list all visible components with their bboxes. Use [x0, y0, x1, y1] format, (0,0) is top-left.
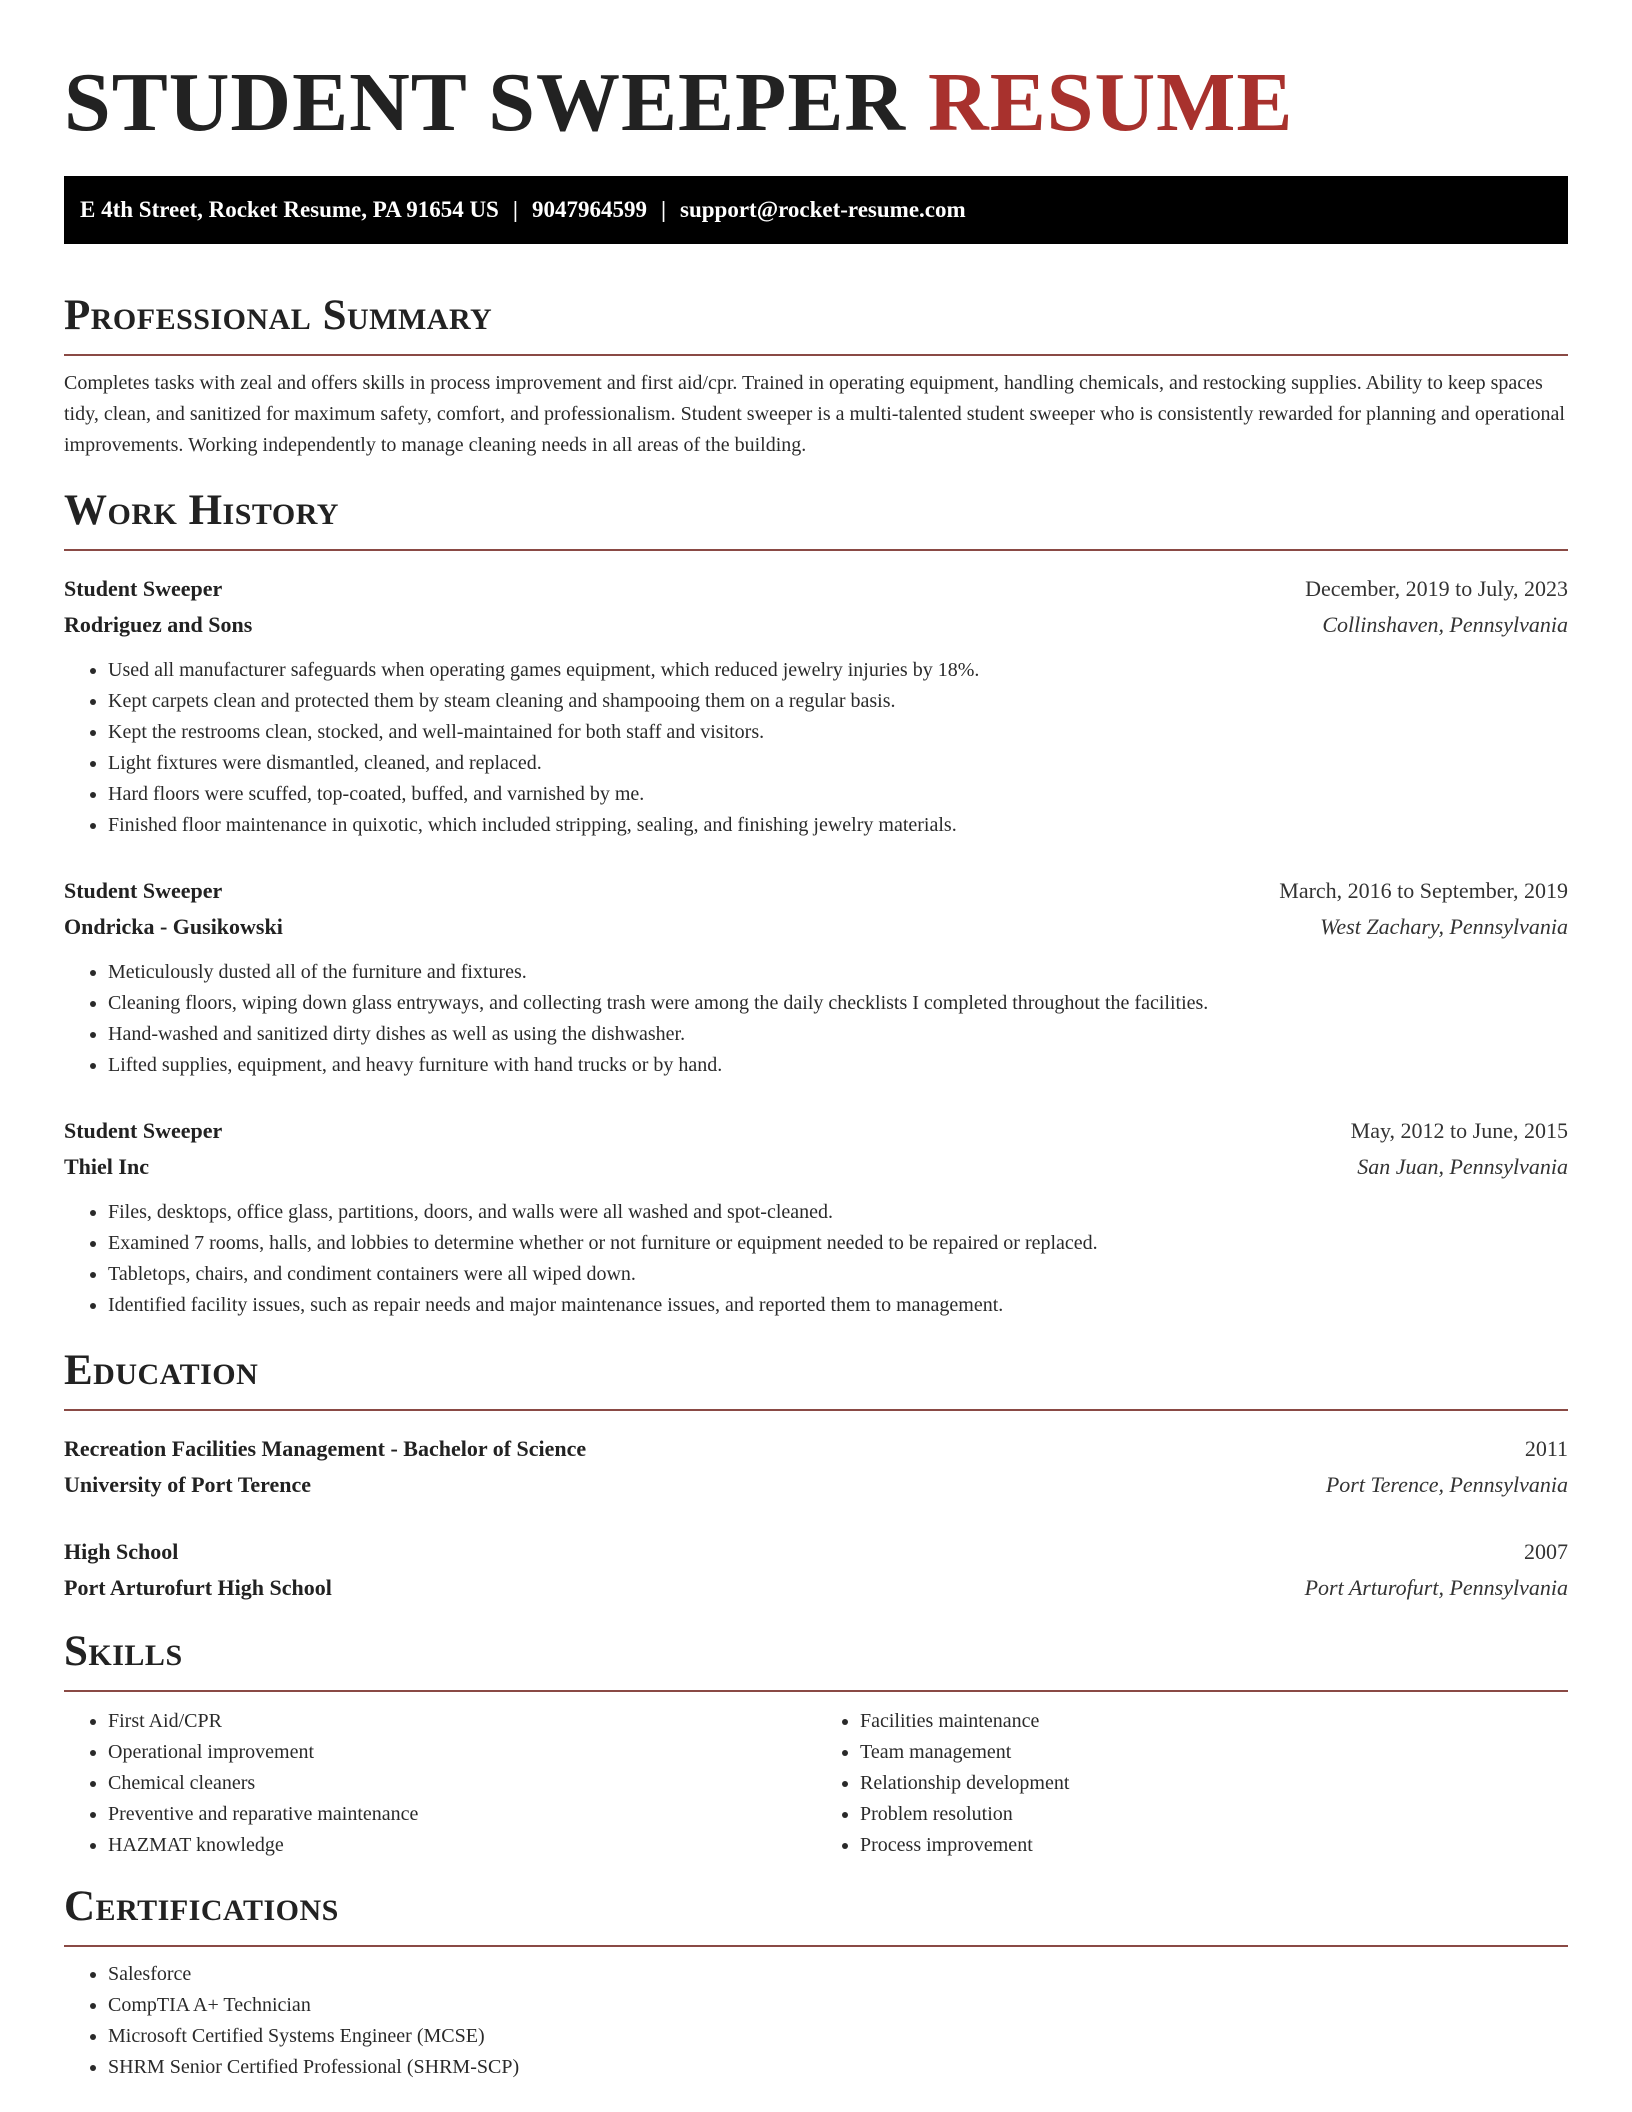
job-entry [64, 1113, 1568, 1321]
skill-item: • Team management [860, 1737, 1568, 1768]
summary-text: Completes tasks with zeal and offers skills in process improvement and first aid/cpr. Trained in operating equipment, handling chemicals, and restocking supplies. Ability to keep spaces tidy, clean, and sanitized for maximum safety, comfort, and professionalism. Student sweeper is a multi-talented student sweeper who is consistently rewarded for planning and operational improvements. Working independently to manage cleaning needs in all areas of the building. [64, 372, 1565, 456]
job-title: Student Sweeper [64, 576, 223, 601]
summary-section [64, 288, 1568, 461]
work-history-heading: Work History [64, 483, 1568, 551]
job-dates: December, 2019 to July, 2023 [1305, 576, 1568, 601]
contact-phone[interactable]: 9047964599 [531, 197, 647, 222]
job-company: Thiel Inc [64, 1154, 149, 1179]
education-degree-row [64, 1534, 1568, 1570]
education-location: Port Terence, Pennsylvania [1325, 1472, 1568, 1497]
job-header-row [64, 571, 1568, 607]
education-degree-row [64, 1431, 1568, 1467]
job-bullet: • Lifted supplies, equipment, and heavy furniture with hand trucks or by hand. [108, 1050, 1568, 1081]
education-entry [64, 1534, 1568, 1606]
job-bullet: • Finished floor maintenance in quixotic, which included stripping, sealing, and finishing jewelry materials. [108, 810, 1568, 841]
job-title: Student Sweeper [64, 1118, 223, 1143]
education-year: 2007 [1524, 1539, 1568, 1564]
job-title: Student Sweeper [64, 878, 223, 903]
education-degree: High School [64, 1539, 179, 1564]
job-bullets [64, 1197, 1568, 1321]
contact-separator: | [512, 197, 518, 222]
education-school-row [64, 1467, 1568, 1503]
work-history-section [64, 483, 1568, 1321]
job-location: San Juan, Pennsylvania [1357, 1154, 1568, 1179]
title-main: STUDENT SWEEPER [64, 56, 907, 149]
job-bullet: • Used all manufacturer safeguards when operating games equipment, which reduced jewelry injuries by 18%. [108, 655, 1568, 686]
job-dates: May, 2012 to June, 2015 [1350, 1118, 1568, 1143]
certification-item: • Microsoft Certified Systems Engineer (MCSE) [108, 2021, 1568, 2052]
skill-item: • HAZMAT knowledge [108, 1830, 816, 1861]
job-location: Collinshaven, Pennsylvania [1322, 612, 1568, 637]
education-school: University of Port Terence [64, 1472, 312, 1497]
skill-item: • Preventive and reparative maintenance [108, 1799, 816, 1830]
education-location: Port Arturofurt, Pennsylvania [1304, 1575, 1568, 1600]
job-header-row [64, 1113, 1568, 1149]
skill-item: • Relationship development [860, 1768, 1568, 1799]
education-heading: Education [64, 1343, 1568, 1411]
contact-bar [64, 176, 1568, 244]
skills-list-right [816, 1706, 1568, 1861]
education-entry [64, 1431, 1568, 1503]
education-section [64, 1343, 1568, 1606]
contact-address: E 4th Street, Rocket Resume, PA 91654 US [80, 197, 499, 222]
job-bullets [64, 957, 1568, 1081]
job-company-row [64, 909, 1568, 945]
education-school-row [64, 1570, 1568, 1606]
job-bullet: • Cleaning floors, wiping down glass entryways, and collecting trash were among the daily checklists I completed throughout the facilities. [108, 988, 1568, 1019]
job-bullets [64, 655, 1568, 841]
skills-list-left [64, 1706, 816, 1861]
contact-email[interactable]: support@rocket-resume.com [680, 197, 966, 222]
skills-heading: Skills [64, 1624, 1568, 1692]
certification-item: • Salesforce [108, 1959, 1568, 1990]
job-company: Ondricka - Gusikowski [64, 914, 283, 939]
skill-item: • Process improvement [860, 1830, 1568, 1861]
resume-title [64, 0, 1568, 150]
job-bullet: • Hard floors were scuffed, top-coated, buffed, and varnished by me. [108, 779, 1568, 810]
job-company-row [64, 1149, 1568, 1185]
skill-item: • Facilities maintenance [860, 1706, 1568, 1737]
job-bullet: • Kept the restrooms clean, stocked, and well-maintained for both staff and visitors. [108, 717, 1568, 748]
job-entry [64, 571, 1568, 841]
skill-item: • Chemical cleaners [108, 1768, 816, 1799]
certifications-section [64, 1879, 1568, 2083]
job-bullet: • Files, desktops, office glass, partitions, doors, and walls were all washed and spot-cleaned. [108, 1197, 1568, 1228]
title-accent: RESUME [928, 56, 1294, 149]
skills-grid [64, 1692, 1568, 1861]
job-bullet: • Hand-washed and sanitized dirty dishes as well as using the dishwasher. [108, 1019, 1568, 1050]
skill-item: • First Aid/CPR [108, 1706, 816, 1737]
job-bullet: • Light fixtures were dismantled, cleaned, and replaced. [108, 748, 1568, 779]
education-year: 2011 [1524, 1436, 1568, 1461]
contact-separator: | [660, 197, 667, 222]
job-company: Rodriguez and Sons [64, 612, 253, 637]
certifications-heading: Certifications [64, 1879, 1568, 1947]
certification-item: • SHRM Senior Certified Professional (SHRM-SCP) [108, 2052, 1568, 2083]
job-bullet: • Examined 7 rooms, halls, and lobbies to determine whether or not furniture or equipment needed to be repaired or replaced. [108, 1228, 1568, 1259]
skill-item: • Problem resolution [860, 1799, 1568, 1830]
job-bullet: • Meticulously dusted all of the furniture and fixtures. [108, 957, 1568, 988]
job-header-row [64, 873, 1568, 909]
skill-item: • Operational improvement [108, 1737, 816, 1768]
job-dates: March, 2016 to September, 2019 [1279, 878, 1568, 903]
job-bullet: • Tabletops, chairs, and condiment containers were all wiped down. [108, 1259, 1568, 1290]
certifications-list [64, 1959, 1568, 2083]
certification-item: • CompTIA A+ Technician [108, 1990, 1568, 2021]
job-location: West Zachary, Pennsylvania [1320, 914, 1568, 939]
job-bullet: • Kept carpets clean and protected them by steam cleaning and shampooing them on a regular basis. [108, 686, 1568, 717]
education-degree: Recreation Facilities Management - Bachelor of Science [64, 1436, 587, 1461]
job-bullet: • Identified facility issues, such as repair needs and major maintenance issues, and reported them to management. [108, 1290, 1568, 1321]
job-company-row [64, 607, 1568, 643]
job-entry [64, 873, 1568, 1081]
summary-heading: Professional Summary [64, 288, 1568, 356]
skills-section [64, 1624, 1568, 1861]
education-school: Port Arturofurt High School [64, 1575, 332, 1600]
